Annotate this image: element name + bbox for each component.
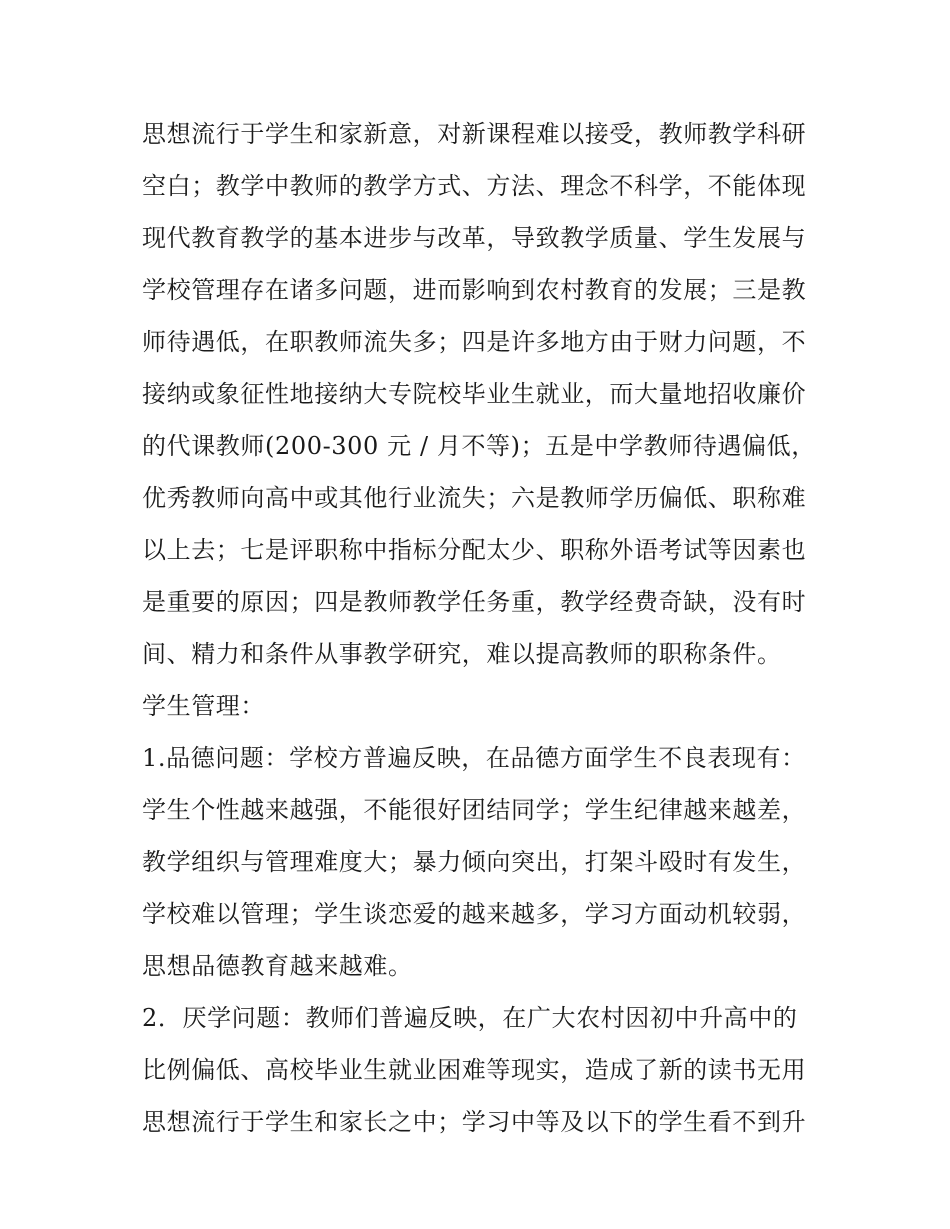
text-line: 间、精力和条件从事教学研究，难以提高教师的职称条件。 [142, 640, 782, 668]
text-line: 空白；教学中教师的教学方式、方法、理念不科学，不能体现 [142, 172, 807, 200]
text-line: 1.品德问题：学校方普遍反映，在品德方面学生不良表现有： [142, 744, 806, 772]
text-line: 思想流行于学生和家新意，对新课程难以接受，教师教学科研 [142, 120, 807, 148]
text-line: 思想品德教育越来越难。 [142, 952, 413, 980]
document-body [142, 108, 822, 1148]
text-line: 师待遇低，在职教师流失多；四是许多地方由于财力问题，不 [142, 328, 807, 356]
text-line: 是重要的原因；四是教师教学任务重，教学经费奇缺，没有时 [142, 588, 807, 616]
text-line: 以上去；七是评职称中指标分配太少、职称外语考试等因素也 [142, 536, 807, 564]
text-line: 接纳或象征性地接纳大专院校毕业生就业，而大量地招收廉价 [142, 380, 807, 408]
text-line: 学校难以管理；学生谈恋爱的越来越多，学习方面动机较弱， [142, 900, 807, 928]
text-line: 学校管理存在诸多问题，进而影响到农村教育的发展；三是教 [142, 276, 807, 304]
text-line: 的代课教师(200-300 元 / 月不等)；五是中学教师待遇偏低， [142, 432, 816, 460]
text-line: 比例偏低、高校毕业生就业困难等现实，造成了新的读书无用 [142, 1056, 807, 1084]
text-line: 教学组织与管理难度大；暴力倾向突出，打架斗殴时有发生， [142, 848, 807, 876]
section-heading: 学生管理： [142, 692, 265, 720]
text-line: 学生个性越来越强，不能很好团结同学；学生纪律越来越差， [142, 796, 807, 824]
text-line: 思想流行于学生和家长之中；学习中等及以下的学生看不到升 [142, 1108, 807, 1136]
text-line: 2．厌学问题：教师们普遍反映，在广大农村因初中升高中的 [142, 1004, 798, 1032]
text-line: 现代教育教学的基本进步与改革，导致教学质量、学生发展与 [142, 224, 807, 252]
text-line: 优秀教师向高中或其他行业流失；六是教师学历偏低、职称难 [142, 484, 807, 512]
